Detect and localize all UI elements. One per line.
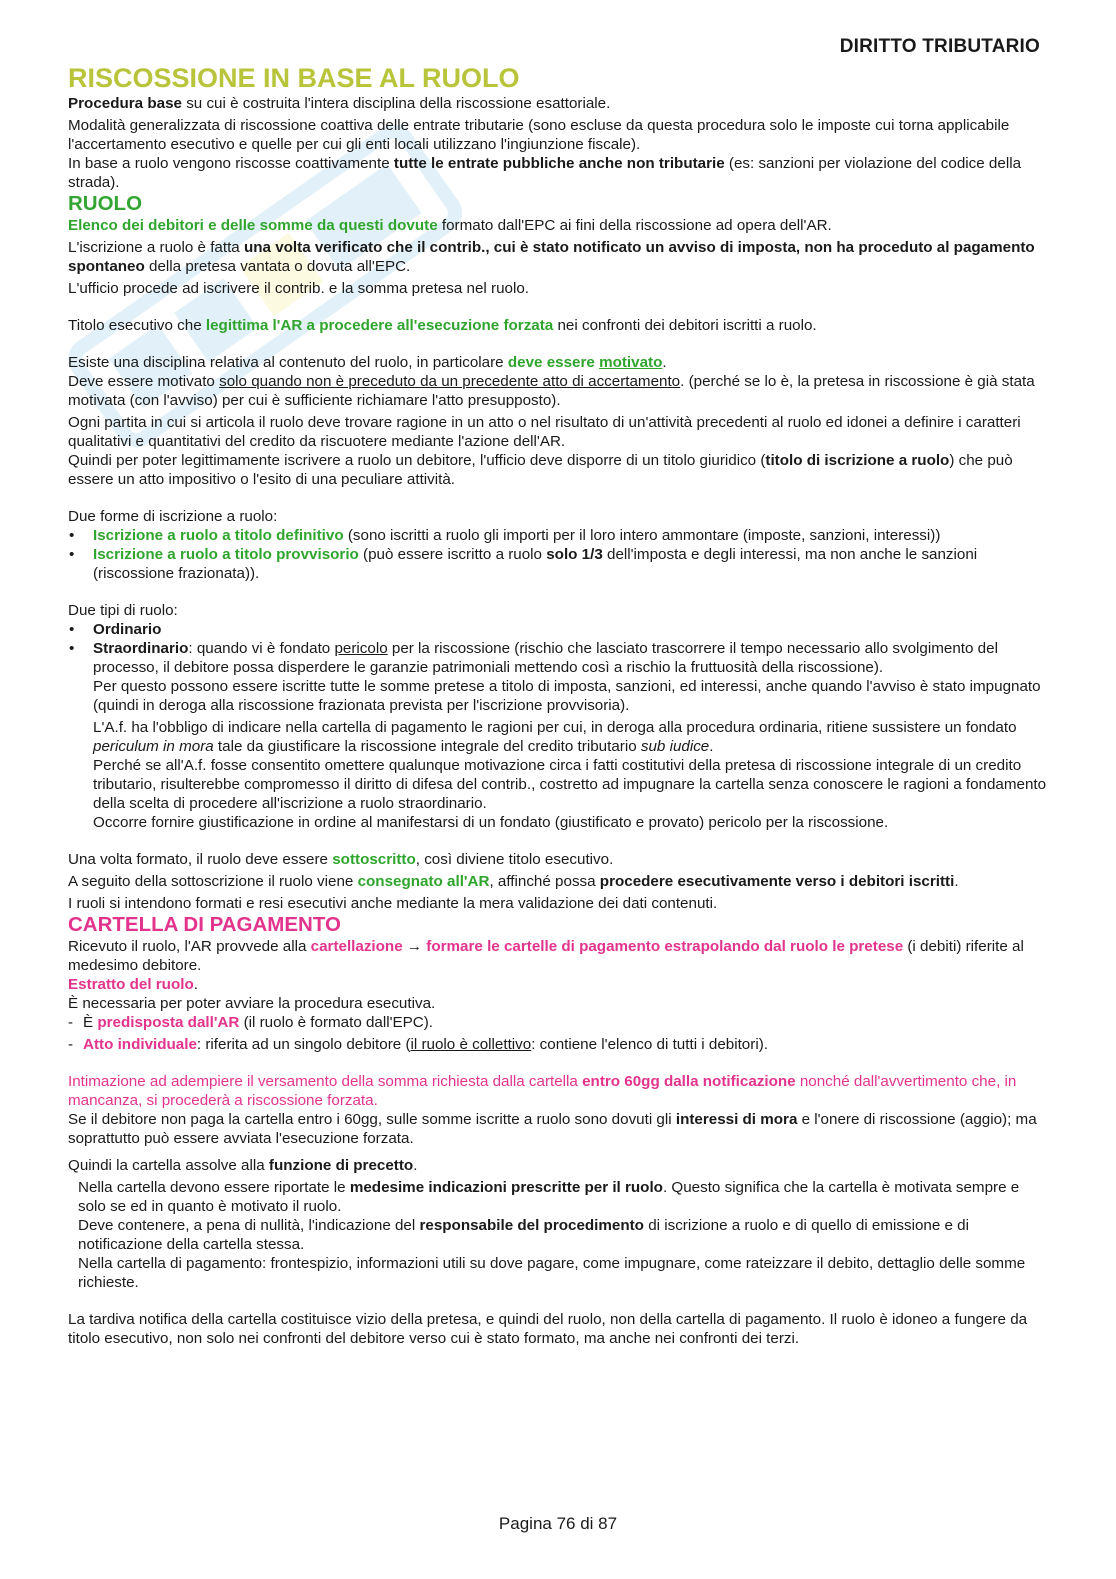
list-item: - È predisposta dall'AR (il ruolo è formato dall'EPC). (68, 1013, 1048, 1032)
cartella-indicazioni: Nella cartella devono essere riportate le medesime indicazioni prescritte per il ruolo. Questo significa che la cartella è motivata sempre e solo se ed in quanto è motivato il ruolo. (78, 1179, 1020, 1215)
cartella-cartellazione: Ricevuto il ruolo, l'AR provvede alla cartellazione → formare le cartelle di pagamento estrapolando dal ruolo le pretese (i debiti) riferite al medesimo debitore. (68, 938, 1024, 974)
ruolo-partita: Ogni partita in cui si articola il ruolo deve trovare ragione in un atto o nel risultato di un'attività precedenti al ruolo ed idonei a definire i caratteri qualitativi e quantitativi del credito da riscuotere mediante l'azione dell'AR. (68, 414, 1021, 450)
document-subject: DIRITTO TRIBUTARIO (839, 36, 1040, 57)
cartella-responsabile: Deve contenere, a pena di nullità, l'indicazione del responsabile del procedimento di iscrizione a ruolo e di quello di emissione e di notificazione della cartella stessa. (78, 1217, 969, 1253)
cartella-necessaria: È necessaria per poter avviare la procedura esecutiva. (68, 995, 436, 1012)
page-content (68, 62, 1048, 1348)
intro-paragraph-1: Procedura base su cui è costruita l'intera disciplina della riscossione esattoriale. (68, 95, 611, 112)
list-item: • Ordinario (68, 620, 1048, 639)
list-item: • Iscrizione a ruolo a titolo provvisorio (può essere iscritto a ruolo solo 1/3 dell'imposta e degli interessi, ma non anche le sanzioni (riscossione frazionata)). (68, 545, 1048, 583)
ruolo-titolo-iscrizione: Quindi per poter legittimamente iscrivere a ruolo un debitore, l'ufficio deve disporre di un titolo giuridico (titolo di iscrizione a ruolo) che può essere un atto impositivo o l'esito di una peculiare attività. (68, 452, 1013, 488)
ruolo-consegnato: A seguito della sottoscrizione il ruolo viene consegnato all'AR, affinché possa procedere esecutivamente verso i debitori iscritti. (68, 873, 959, 890)
intro-paragraph-2: Modalità generalizzata di riscossione coattiva delle entrate tributarie (sono escluse da questa procedura solo le imposte cui torna applicabile l'accertamento esecutivo e quelle per cui gli enti locali utilizzano l'ingiunzione fiscale). (68, 117, 1010, 153)
ruolo-motivazione: Deve essere motivato solo quando non è preceduto da un precedente atto di accertamento. (perché se lo è, la pretesa in riscossione è già stata motivata (con l'avviso) per cui è sufficiente richiamare l'atto presupposto). (68, 373, 1035, 409)
page-number: Pagina 76 di 87 (498, 1514, 618, 1533)
intro-paragraph-3: In base a ruolo vengono riscosse coattivamente tutte le entrate pubbliche anche non tributarie (es: sanzioni per violazione del codice della strada). (68, 155, 1022, 191)
ruolo-ufficio: L'ufficio procede ad iscrivere il contrib. e la somma pretesa nel ruolo. (68, 280, 530, 297)
page-title: RISCOSSIONE IN BASE AL RUOLO (68, 63, 520, 93)
cartella-intimazione: Intimazione ad adempiere il versamento della somma richiesta dalla cartella entro 60gg dalla notificazione nonché dall'avvertimento che, in mancanza, si procederà a riscossione forzata. (68, 1073, 1017, 1109)
cartella-dash-list (68, 1013, 1048, 1054)
cartella-interessi: Se il debitore non paga la cartella entro i 60gg, sulle somme iscritte a ruolo sono dovuti gli interessi di mora e l'onere di riscossione (aggio); ma soprattutto può essere avviata l'esecuzione forzata. (68, 1111, 1037, 1147)
straordinario-obbligo: L'A.f. ha l'obbligo di indicare nella cartella di pagamento le ragioni per cui, in deroga alla procedura ordinaria, ritiene sussistere un fondato periculum in mora tale da giustificare la riscossione integrale del credito tributario sub iudice. (93, 719, 1017, 755)
list-item: - Atto individuale: riferita ad un singolo debitore (il ruolo è collettivo: contiene l'elenco di tutti i debitori). (68, 1035, 1048, 1054)
cartella-precetto: Quindi la cartella assolve alla funzione di precetto. (68, 1157, 418, 1174)
cartella-frontespizio: Nella cartella di pagamento: frontespizio, informazioni utili su dove pagare, come impugnare, come rateizzare il debito, dettaglio delle somme richieste. (78, 1255, 1026, 1291)
straordinario-somme: Per questo possono essere iscritte tutte le somme pretese a titolo di imposta, sanzioni, ed interessi, anche quando l'avviso è stato impugnato (quindi in deroga alla riscossione frazionata prevista per l'iscrizione provvisoria). (93, 678, 1041, 714)
straordinario-difesa: Perché se all'A.f. fosse consentito omettere qualunque motivazione circa i fatti costitutivi della pretesa di riscossione integrale di un credito tributario, risulterebbe compromesso il diritto di difesa del contrib., costretto ad impugnare la cartella senza conoscere le ragioni a fondamento della scelta di procedere all'iscrizione a ruolo straordinario. (93, 757, 1047, 812)
heading-cartella: CARTELLA DI PAGAMENTO (68, 913, 341, 936)
ruolo-definition: Elenco dei debitori e delle somme da questi dovute formato dall'EPC ai fini della riscossione ad opera dell'AR. (68, 217, 832, 234)
ruolo-iscrizione: L'iscrizione a ruolo è fatta una volta verificato che il contrib., cui è stato notificato un avviso di imposta, non ha proceduto al pagamento spontaneo della pretesa vantata o dovuta all'EPC. (68, 239, 1035, 275)
ruolo-disciplina: Esiste una disciplina relativa al contenuto del ruolo, in particolare deve essere motivato. (68, 354, 667, 371)
heading-ruolo: RUOLO (68, 192, 143, 215)
ruolo-validazione: I ruoli si intendono formati e resi esecutivi anche mediante la mera validazione dei dati contenuti. (68, 895, 718, 912)
list-item: • Straordinario: quando vi è fondato pericolo per la riscossione (rischio che lasciato trascorrere il tempo necessario allo svolgimento del processo, il debitore possa disperdere le garanzie patrimoniali mettendo così a rischio la fruttuosità della riscossione). (68, 639, 1048, 677)
forme-intro: Due forme di iscrizione a ruolo: (68, 508, 278, 525)
ruolo-titolo-esecutivo: Titolo esecutivo che legittima l'AR a procedere all'esecuzione forzata nei confronti dei debitori iscritti a ruolo. (68, 317, 817, 334)
tipi-intro: Due tipi di ruolo: (68, 602, 178, 619)
cartella-estratto: Estratto del ruolo. (68, 976, 198, 993)
ruolo-sottoscritto: Una volta formato, il ruolo deve essere sottoscritto, così diviene titolo esecutivo. (68, 851, 614, 868)
cartella-tardiva-notifica: La tardiva notifica della cartella costituisce vizio della pretesa, e quindi del ruolo, non della cartella di pagamento. Il ruolo è idoneo a fungere da titolo esecutivo, non solo nei confronti del debitore verso cui è stato formato, ma anche nei confronti dei terzi. (68, 1311, 1028, 1347)
tipi-list (68, 620, 1048, 677)
straordinario-giustificazione: Occorre fornire giustificazione in ordine al manifestarsi di un fondato (giustificato e provato) pericolo per la riscossione. (93, 814, 889, 831)
list-item: • Iscrizione a ruolo a titolo definitivo (sono iscritti a ruolo gli importi per il loro intero ammontare (imposte, sanzioni, interessi)) (68, 526, 1048, 545)
forme-list (68, 526, 1048, 583)
